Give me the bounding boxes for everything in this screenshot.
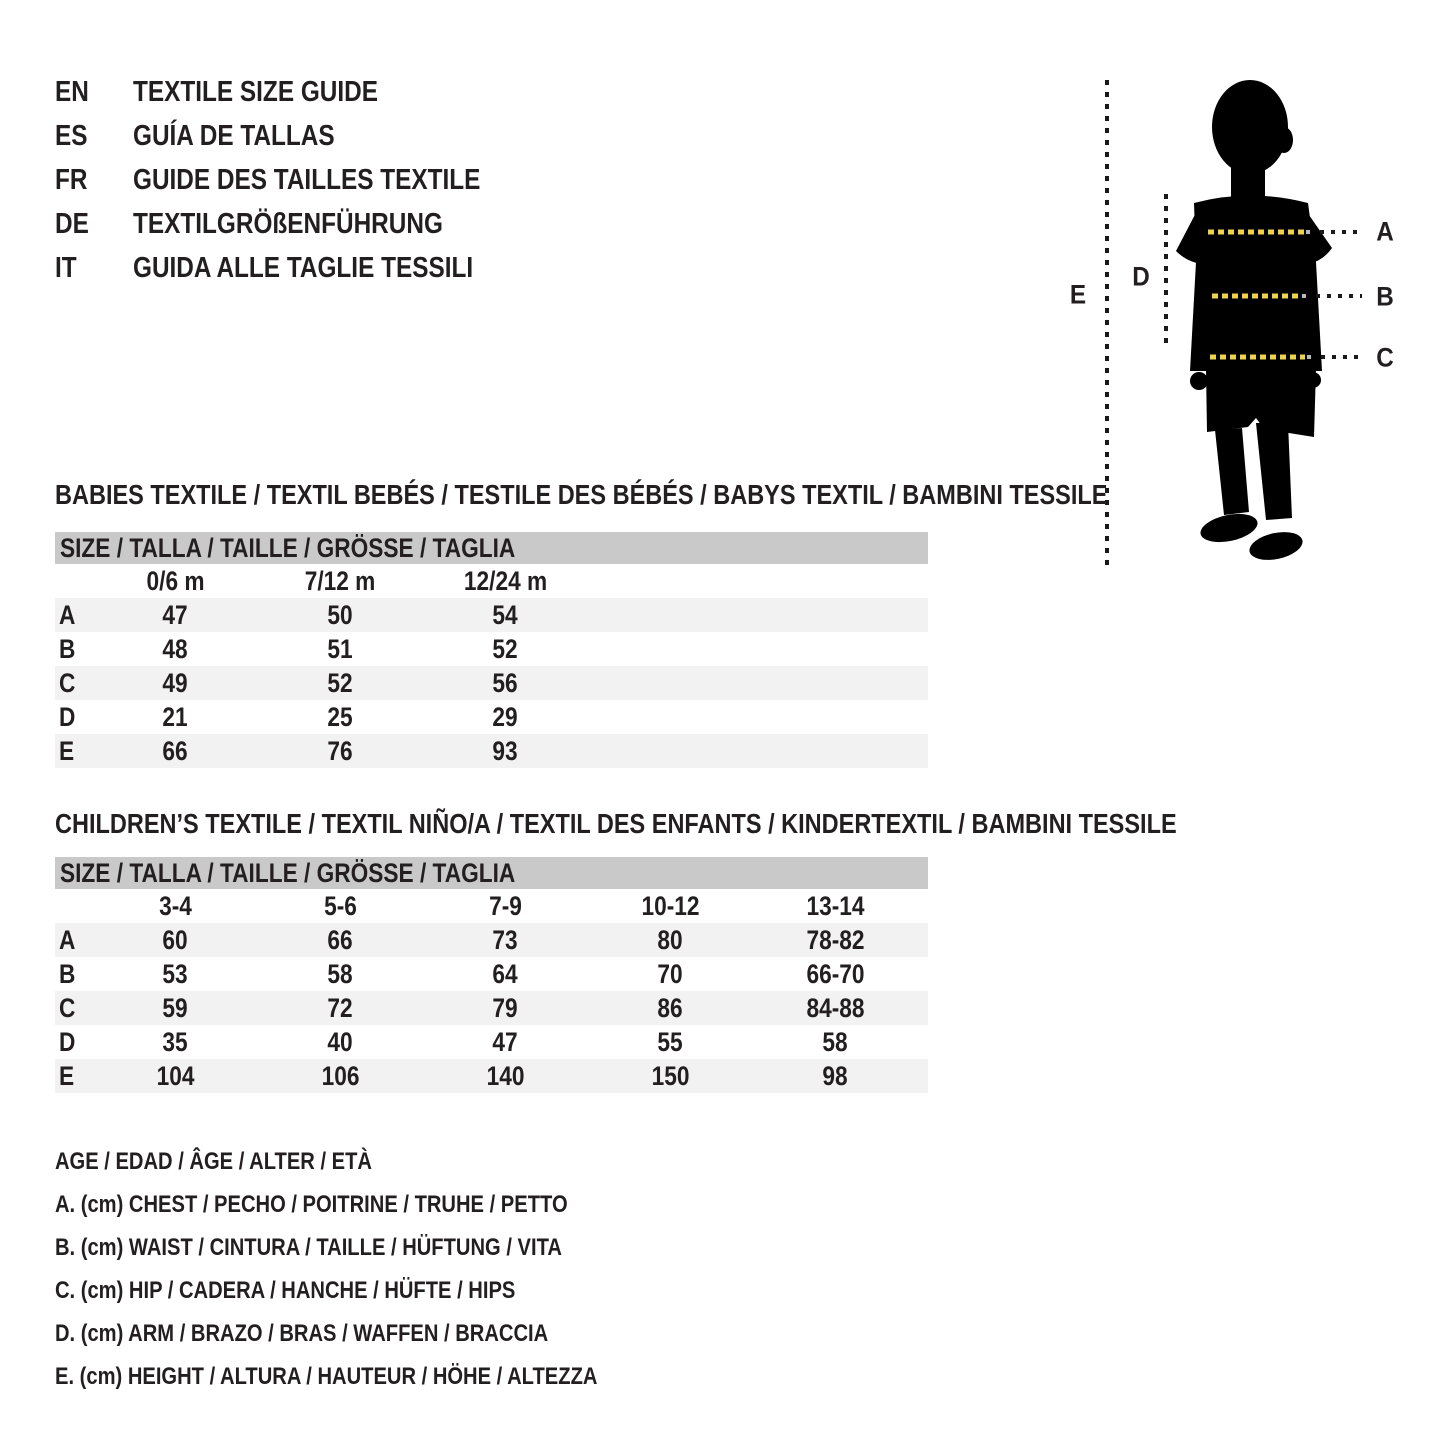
title-line-fr [55, 158, 547, 202]
babies-section-heading: BABIES TEXTILE / TEXTIL BEBÉS / TESTILE DES BÉBÉS / BABYS TEXTIL / BAMBINI TESSILE [55, 479, 1108, 510]
lang-code: FR [55, 164, 88, 196]
children-col-13-14: 13-14 [806, 890, 865, 921]
label-b-waist: B [1376, 281, 1394, 312]
babies-size-table [55, 532, 928, 768]
title-line-it [55, 246, 547, 290]
legend-age: AGE / EDAD / ÂGE / ALTER / ETÀ [55, 1148, 372, 1175]
children-col-5-6: 5-6 [324, 890, 357, 921]
table-row: A 47 50 54 [55, 598, 928, 632]
guide-title-de: TEXTILGRÖßENFÜHRUNG [133, 208, 443, 240]
table-row: E 66 76 93 [55, 734, 928, 768]
children-col-7-9: 7-9 [489, 890, 522, 921]
legend-c-hip: C. (cm) HIP / CADERA / HANCHE / HÜFTE / HIPS [55, 1277, 516, 1304]
table-row: D 35 40 47 55 58 [59, 1026, 849, 1057]
lang-code: DE [55, 208, 89, 240]
lang-code: EN [55, 76, 89, 108]
legend-d-arm: D. (cm) ARM / BRAZO / BRAS / WAFFEN / BRACCIA [55, 1320, 549, 1347]
table-row: D 21 25 29 [59, 701, 519, 732]
language-title-block [55, 70, 547, 290]
silhouette-right-shoe [1247, 528, 1305, 565]
lang-code: IT [55, 252, 77, 284]
children-section-heading: CHILDREN’S TEXTILE / TEXTIL NIÑO/A / TEXTIL DES ENFANTS / KINDERTEXTIL / BAMBINI TESSILE [55, 808, 1177, 839]
legend-a-chest: A. (cm) CHEST / PECHO / POITRINE / TRUHE / PETTO [55, 1191, 568, 1218]
table-row: B 53 58 64 70 66-70 [59, 958, 865, 989]
label-d-arm: D [1132, 261, 1150, 292]
silhouette-left-hand [1190, 372, 1208, 390]
babies-column-header-row [55, 564, 928, 598]
guide-title-en: TEXTILE SIZE GUIDE [133, 76, 379, 108]
label-c-hip: C [1376, 342, 1394, 373]
guide-title-es: GUÍA DE TALLAS [133, 120, 335, 152]
silhouette-head [1212, 80, 1288, 174]
measurement-legend [55, 1140, 701, 1398]
table-row: C 59 72 79 86 84-88 [55, 991, 928, 1025]
silhouette-ear [1275, 127, 1293, 153]
label-e-height: E [1069, 279, 1087, 310]
legend-b-waist: B. (cm) WAIST / CINTURA / TAILLE / HÜFTUNG / VITA [55, 1234, 562, 1261]
children-size-table [55, 857, 928, 1093]
legend-e-height: E. (cm) HEIGHT / ALTURA / HAUTEUR / HÖHE / ALTEZZA [55, 1363, 598, 1390]
children-col-3-4: 3-4 [159, 890, 192, 921]
title-line-de [55, 202, 547, 246]
babies-col-0-6m: 0/6 m [146, 565, 205, 596]
lang-code: ES [55, 120, 88, 152]
silhouette-left-shoe [1198, 509, 1260, 546]
children-col-10-12: 10-12 [641, 890, 700, 921]
table-row: E 104 106 140 150 98 [55, 1059, 928, 1093]
babies-col-7-12m: 7/12 m [305, 565, 376, 596]
table-row: B 48 51 52 [59, 633, 519, 664]
table-row: C 49 52 56 [55, 666, 928, 700]
children-size-header-bar: SIZE / TALLA / TAILLE / GRÖSSE / TAGLIA [55, 857, 928, 889]
label-a-chest: A [1376, 216, 1394, 247]
guide-title-it: GUIDA ALLE TAGLIE TESSILI [133, 252, 474, 284]
babies-col-12-24m: 12/24 m [463, 565, 548, 596]
guide-title-fr: GUIDE DES TAILLES TEXTILE [133, 164, 481, 196]
babies-size-header-bar: SIZE / TALLA / TAILLE / GRÖSSE / TAGLIA [55, 532, 928, 564]
title-line-es [55, 114, 547, 158]
title-line-en [55, 70, 547, 114]
table-row: A 60 66 73 80 78-82 [55, 923, 928, 957]
children-column-header-row [55, 889, 928, 923]
